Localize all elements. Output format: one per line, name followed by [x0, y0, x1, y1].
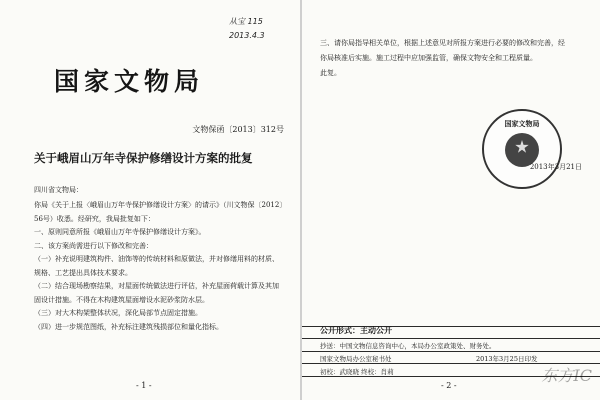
addressee: 四川省文物局： [34, 186, 83, 194]
paragraph: 你局《关于上报〈峨眉山万年寺保护修缮设计方案〉的请示》（川文物保〔2012〕56号）收悉。经研究，我局批复如下： [34, 201, 283, 223]
page-number-right: - 2 - [441, 381, 457, 390]
issued-by: 国家文物局办公室秘书处 [320, 355, 392, 363]
seal-text: 国家文物局 [504, 119, 540, 128]
paragraph: 二、该方案尚需进行以下修改和完善： [34, 241, 153, 250]
handwritten-date: 2013.4.3 [229, 31, 265, 40]
page-number-left: - 1 - [136, 381, 152, 390]
divider [302, 338, 600, 339]
publish-mode: 公开形式：主动公开 [320, 325, 392, 335]
paragraph: （四）进一步规范图纸，补充标注建筑残损部位和量化指标。 [34, 322, 223, 331]
watermark: 东方IC [541, 366, 592, 385]
paragraph: 一、原则同意所报《峨眉山万年寺保护修缮设计方案》。 [34, 228, 206, 236]
paragraph: （一）补充说明建筑构件、油饰等的传统材料和原做法，并对修缮用料的材质、规格、工艺提出具体技术要求。 [34, 255, 279, 277]
divider [302, 351, 600, 352]
paragraph: （二）结合现场勘察结果，对屋面传统做法进行评估，补充屋面荷载计算及其加固设计措施。不得在木构建筑屋面增设水泥砂浆防水层。 [34, 282, 279, 304]
issue-date: 2013年3月25日印发 [476, 355, 538, 363]
left-body [34, 199, 284, 334]
proofread-line: 初校：武晓晓 终校：肖莉 [320, 368, 394, 376]
official-seal [482, 109, 562, 189]
paragraph: 此复。 [320, 69, 341, 77]
handwritten-note: 从宝 115 [229, 17, 263, 26]
right-page [302, 0, 600, 400]
right-body [320, 36, 570, 81]
document-number: 文物保函〔2013〕312号 [192, 125, 284, 134]
paragraph: （三）对大木构架整体状况，深化局部节点固定措施。 [34, 309, 202, 317]
document-title: 关于峨眉山万年寺保护修缮设计方案的批复 [34, 151, 253, 165]
document-date: 2013年3月21日 [529, 163, 582, 171]
letterhead-title: 国家文物局 [54, 67, 205, 96]
paragraph: 三、请你局指导相关单位，根据上述意见对所报方案进行必要的修改和完善，经你局核准后实施。施工过程中应加强监管，确保文物安全和工程质量。 [320, 39, 565, 62]
cc-line: 抄送：中国文物信息咨询中心，本局办公室政策处、财务处。 [320, 342, 496, 350]
